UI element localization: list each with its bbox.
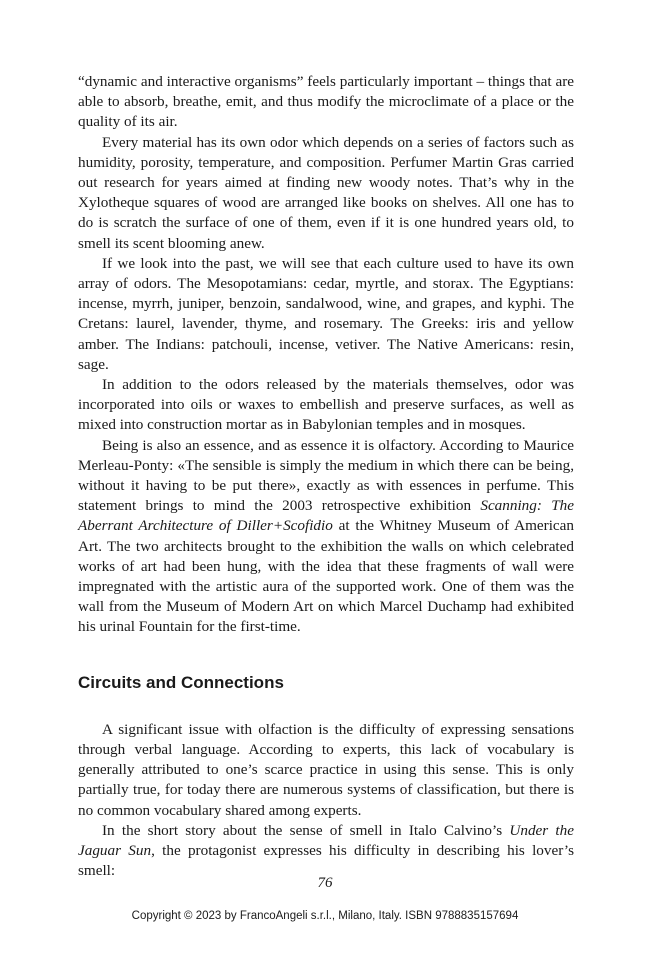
paragraph-1: “dynamic and interactive organisms” feels particularly important – things that are able to absorb, breathe, emit, and thus modify the microclimate of a place or the quality of its air. (78, 73, 574, 131)
paragraph-4: In addition to the odors released by the materials themselves, odor was incorporated into oils or waxes to embellish and preserve surfaces, as well as mixed into construction mortar as in Babylonian temples and in mosques. (78, 376, 574, 434)
page-body (78, 72, 574, 881)
paragraph-7-text-a: In the short story about the sense of smell in Italo Calvino’s (102, 821, 510, 839)
paragraph-5 (78, 436, 574, 638)
paragraph-7-text-b: , the protagonist expresses his difficulty in describing his lover’s smell: (78, 841, 574, 880)
paragraph-5-text-b: at the Whitney Museum of American Art. The two architects brought to the exhibition the walls on which celebrated works of art had been hung, with the idea that these fragments of wall were impregnated with the artistic aura of the supported work. One of them was the wall from the Museum of Modern Art on which Marcel Duchamp had exhibited his urinal Fountain for the first-time. (78, 517, 574, 636)
section-heading: Circuits and Connections (78, 672, 284, 692)
paragraph-5-text-a: Being is also an essence, and as essence it is olfactory. According to Maurice Merleau-Ponty: «The sensible is simply the medium in which there can be being, without it having to be put there», exactly as with essences in perfume. This statement brings to mind the 2003 retrospective exhibition (78, 436, 574, 515)
story-title: Under the Jaguar Sun (78, 821, 574, 859)
exhibition-title: Scanning: The Aberrant Architecture of Diller+Scofidio (78, 497, 574, 535)
page-number: 76 (317, 875, 333, 891)
paragraph-2: Every material has its own odor which depends on a series of factors such as humidity, porosity, temperature, and composition. Perfumer Martin Gras carried out research for years aimed at finding new woody notes. That’s why in the Xylotheque squares of wood are arranged like books on shelves. All one has to do is scratch the surface of one of them, even if it is one hundred years old, to smell its scent blooming anew. (78, 133, 574, 252)
paragraph-3: If we look into the past, we will see that each culture used to have its own array of odors. The Mesopotamians: cedar, myrtle, and storax. The Egyptians: incense, myrrh, juniper, benzoin, sandalwood, wine, and grapes, and kyphi. The Cretans: laurel, lavender, thyme, and rosemary. The Greeks: iris and yellow amber. The Indians: patchouli, incense, vetiver. The Native Americans: resin, sage. (78, 254, 574, 373)
copyright-notice: Copyright © 2023 by FrancoAngeli s.r.l., Milano, Italy. ISBN 9788835157694 (131, 910, 519, 922)
paragraph-7 (78, 821, 574, 882)
paragraph-6: A significant issue with olfaction is the difficulty of expressing sensations through verbal language. According to experts, this lack of vocabulary is generally attributed to one’s scarce practice in using this sense. This is only partially true, for today there are numerous systems of classification, but there is no common vocabulary shared among experts. (78, 720, 574, 819)
